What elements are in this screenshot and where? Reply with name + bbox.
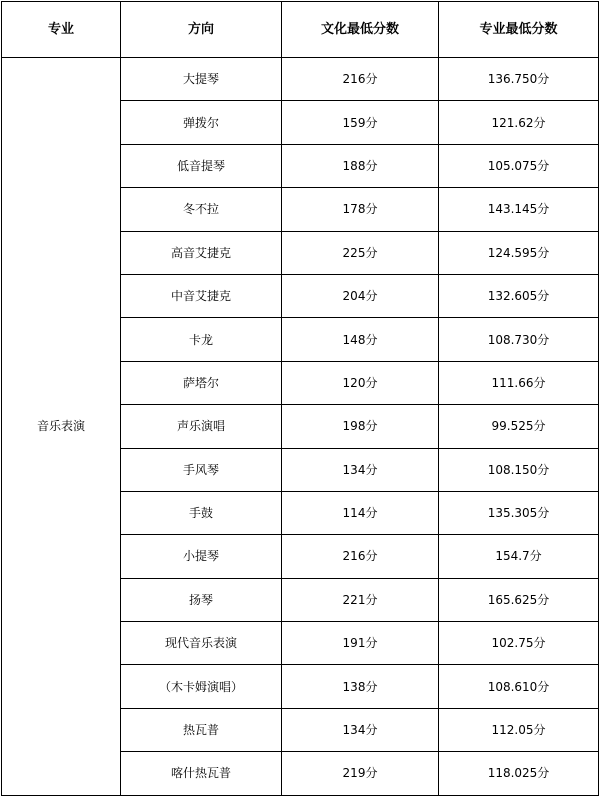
direction-cell: 大提琴 [121,58,282,101]
culture-min-score-cell: 134分 [282,708,439,751]
direction-cell: 冬不拉 [121,188,282,231]
major-min-score-cell: 99.525分 [439,405,599,448]
culture-min-score-cell: 114分 [282,491,439,534]
major-min-score-cell: 124.595分 [439,231,599,274]
major-min-score-cell: 102.75分 [439,622,599,665]
major-min-score-cell: 143.145分 [439,188,599,231]
culture-min-score-cell: 198分 [282,405,439,448]
direction-cell: 低音提琴 [121,144,282,187]
major-min-score-cell: 121.62分 [439,101,599,144]
culture-min-score-cell: 134分 [282,448,439,491]
header-row [2,2,599,58]
score-table [1,1,599,796]
major-min-score-cell: 111.66分 [439,361,599,404]
culture-min-score-cell: 159分 [282,101,439,144]
direction-cell: 喀什热瓦普 [121,752,282,795]
culture-min-score-cell: 178分 [282,188,439,231]
culture-min-score-cell: 120分 [282,361,439,404]
culture-min-score-cell: 191分 [282,622,439,665]
culture-min-score-cell: 138分 [282,665,439,708]
major-min-score-cell: 108.730分 [439,318,599,361]
header-major: 专业 [2,2,121,58]
direction-cell: 声乐演唱 [121,405,282,448]
culture-min-score-cell: 216分 [282,535,439,578]
direction-cell: 高音艾捷克 [121,231,282,274]
culture-min-score-cell: 188分 [282,144,439,187]
direction-cell: 萨塔尔 [121,361,282,404]
culture-min-score-cell: 148分 [282,318,439,361]
header-major-min-score: 专业最低分数 [439,2,599,58]
direction-cell: 手鼓 [121,491,282,534]
direction-cell: 中音艾捷克 [121,274,282,317]
table-row [2,58,599,101]
culture-min-score-cell: 225分 [282,231,439,274]
major-min-score-cell: 108.150分 [439,448,599,491]
header-culture-min-score: 文化最低分数 [282,2,439,58]
direction-cell: 弹拨尔 [121,101,282,144]
culture-min-score-cell: 216分 [282,58,439,101]
direction-cell: 扬琴 [121,578,282,621]
major-min-score-cell: 118.025分 [439,752,599,795]
culture-min-score-cell: 221分 [282,578,439,621]
direction-cell: 小提琴 [121,535,282,578]
major-min-score-cell: 105.075分 [439,144,599,187]
major-cell: 音乐表演 [2,58,121,796]
major-min-score-cell: 132.605分 [439,274,599,317]
culture-min-score-cell: 219分 [282,752,439,795]
table-body [2,58,599,796]
major-min-score-cell: 112.05分 [439,708,599,751]
direction-cell: 现代音乐表演 [121,622,282,665]
direction-cell: 热瓦普 [121,708,282,751]
header-direction: 方向 [121,2,282,58]
direction-cell: 手风琴 [121,448,282,491]
major-min-score-cell: 136.750分 [439,58,599,101]
culture-min-score-cell: 204分 [282,274,439,317]
major-min-score-cell: 135.305分 [439,491,599,534]
direction-cell: 卡龙 [121,318,282,361]
major-min-score-cell: 165.625分 [439,578,599,621]
direction-cell: （木卡姆演唱） [121,665,282,708]
major-min-score-cell: 154.7分 [439,535,599,578]
major-min-score-cell: 108.610分 [439,665,599,708]
